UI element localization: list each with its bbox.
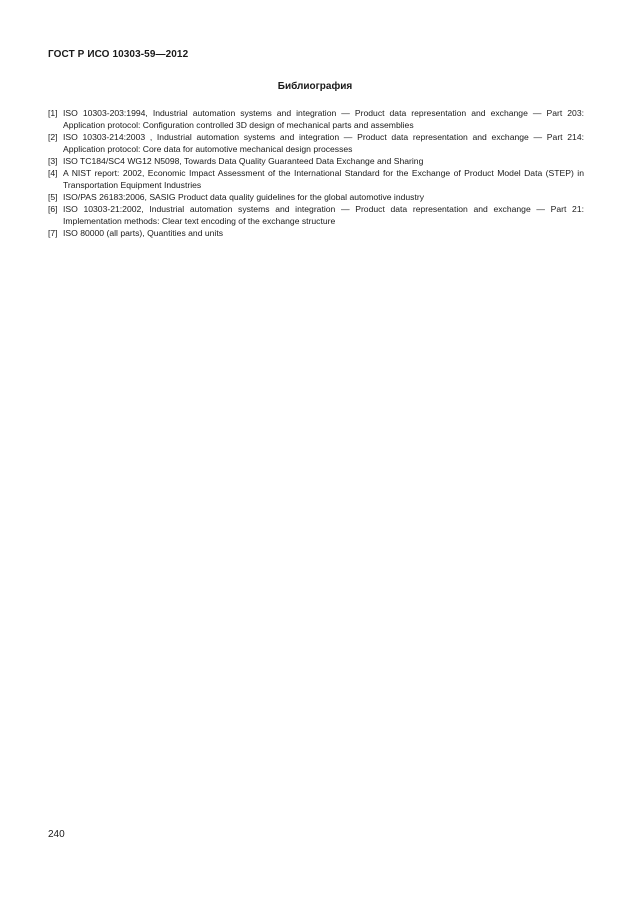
entry-number: [1]	[48, 108, 58, 118]
bibliography-entry	[48, 167, 584, 191]
page-number: 240	[48, 829, 65, 840]
bibliography-entry	[48, 131, 584, 155]
entry-text: ISO 10303-214:2003 , Industrial automation systems and integration — Product data representation and exchange — Part 214: Application protocol: Core data for automotive mechanical design processes	[63, 132, 584, 154]
document-code: ГОСТ Р ИСО 10303-59—2012	[48, 49, 189, 60]
entry-number: [7]	[48, 228, 58, 238]
entry-number: [6]	[48, 204, 58, 214]
entry-text: A NIST report: 2002, Economic Impact Assessment of the International Standard for the Exchange of Product Model Data (STEP) in Transportation Equipment Industries	[63, 168, 584, 190]
entry-number: [2]	[48, 132, 58, 142]
bibliography-entry	[48, 107, 584, 131]
entry-number: [3]	[48, 156, 58, 166]
entry-text: ISO 10303-21:2002, Industrial automation systems and integration — Product data representation and exchange — Part 21: Implementation methods: Clear text encoding of the exchange structure	[63, 204, 584, 226]
bibliography-entry	[48, 155, 584, 167]
entry-number: [4]	[48, 168, 58, 178]
entry-text: ISO 10303-203:1994, Industrial automation systems and integration — Product data representation and exchange — Part 203: Application protocol: Configuration controlled 3D design of mechanical parts and assemblies	[63, 108, 584, 130]
entry-number: [5]	[48, 192, 58, 202]
bibliography-entry	[48, 203, 584, 227]
section-title: Библиография	[277, 81, 353, 92]
entry-text: ISO 80000 (all parts), Quantities and units	[63, 228, 224, 238]
entry-text: ISO TC184/SC4 WG12 N5098, Towards Data Quality Guaranteed Data Exchange and Sharing	[63, 156, 424, 166]
bibliography-list	[48, 107, 584, 239]
bibliography-entry	[48, 191, 584, 203]
bibliography-entry	[48, 227, 584, 239]
entry-text: ISO/PAS 26183:2006, SASIG Product data quality guidelines for the global automotive industry	[63, 192, 424, 202]
